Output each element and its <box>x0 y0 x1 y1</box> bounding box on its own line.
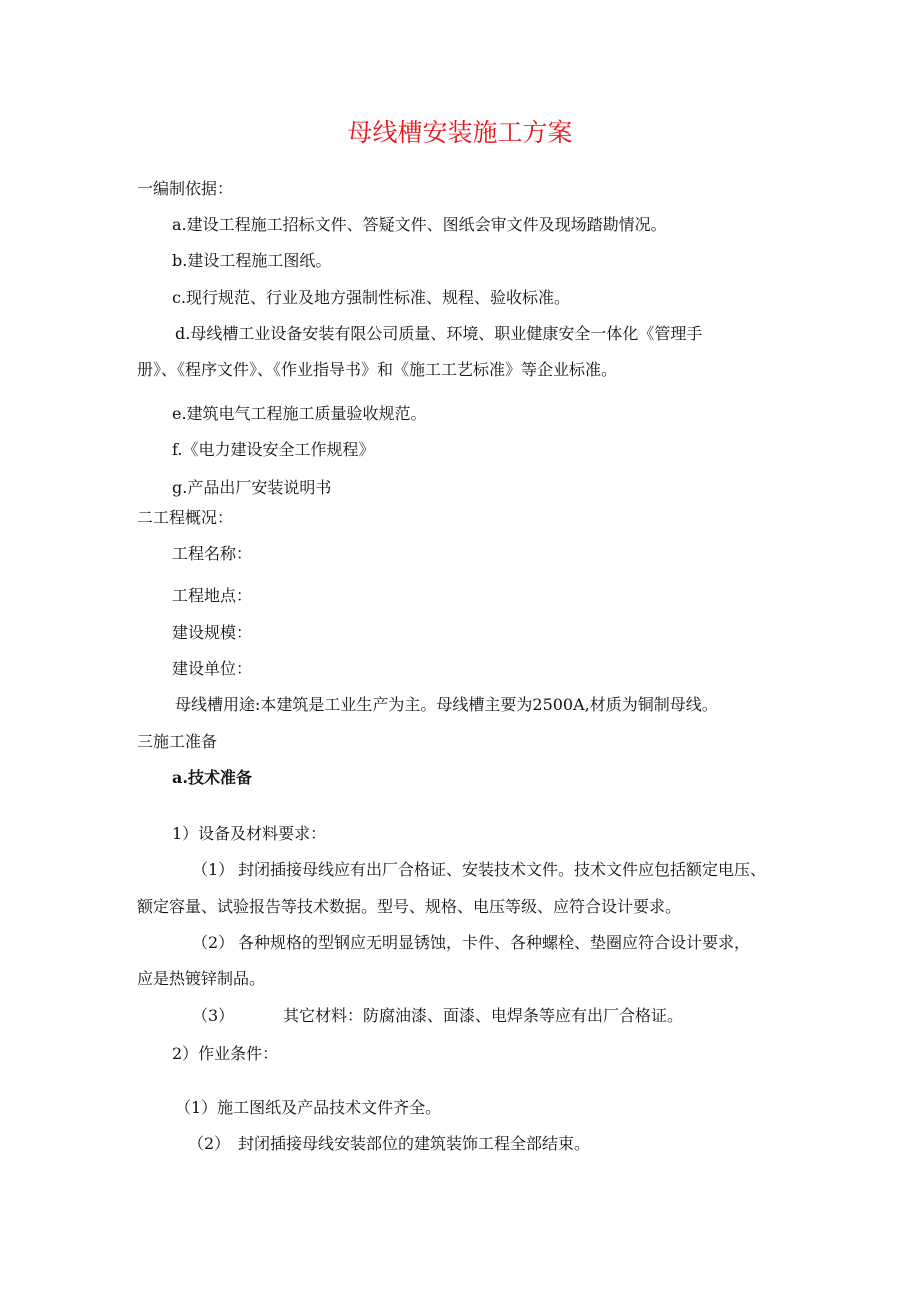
document-title: 母线槽安装施工方案 <box>347 118 573 147</box>
section-heading-preparation: 三施工准备 <box>137 732 218 751</box>
project-scale-label: 建设规模： <box>172 623 253 642</box>
basis-item-e: e.建筑电气工程施工质量验收规范。 <box>172 404 427 423</box>
technical-preparation-heading: a.技术准备 <box>172 768 252 787</box>
section-heading-overview: 二工程概况： <box>137 508 234 527</box>
basis-item-d-line1: d.母线槽工业设备安装有限公司质量、环境、职业健康安全一体化《管理手 <box>175 324 703 343</box>
basis-item-a: a.建设工程施工招标文件、答疑文件、图纸会审文件及现场踏勘情况。 <box>172 215 667 234</box>
requirement-3-text: 其它材料：防腐油漆、面漆、电焊条等应有出厂合格证。 <box>283 1006 684 1025</box>
project-name-label: 工程名称： <box>172 544 253 563</box>
condition-2-text: 封闭插接母线安装部位的建筑装饰工程全部结束。 <box>238 1134 591 1153</box>
requirement-1-line2: 额定容量、试验报告等技术数据。型号、规格、电压等级、应符合设计要求。 <box>137 897 682 916</box>
equipment-requirements-heading: 1）设备及材料要求： <box>172 824 327 843</box>
requirement-1-number: （1） <box>192 860 235 879</box>
requirement-2-number: （2） <box>192 933 235 952</box>
construction-unit-label: 建设单位： <box>172 659 253 678</box>
basis-item-c: c.现行规范、行业及地方强制性标准、规程、验收标准。 <box>172 288 571 307</box>
condition-1: （1）施工图纸及产品技术文件齐全。 <box>175 1098 442 1117</box>
project-location-label: 工程地点： <box>172 586 253 605</box>
busway-usage: 母线槽用途:本建筑是工业生产为主。母线槽主要为2500A,材质为铜制母线。 <box>175 695 718 714</box>
basis-item-d-line2: 册》、《程序文件》、《作业指导书》和《施工工艺标准》等企业标准。 <box>137 360 618 379</box>
section-heading-basis: 一编制依据： <box>137 179 234 198</box>
basis-item-g: g.产品出厂安装说明书 <box>172 478 332 497</box>
condition-2-number: （2） <box>188 1134 231 1153</box>
requirement-2-line1: 各种规格的型钢应无明显锈蚀，卡件、各种螺栓、垫圈应符合设计要求， <box>238 933 751 952</box>
requirement-2-line2: 应是热镀锌制品。 <box>137 969 266 988</box>
basis-item-f: f.《电力建设安全工作规程》 <box>172 440 375 459</box>
requirement-1-line1: 封闭插接母线应有出厂合格证、安装技术文件。技术文件应包括额定电压、 <box>238 860 767 879</box>
basis-item-b: b.建设工程施工图纸。 <box>172 251 332 270</box>
work-conditions-heading: 2）作业条件： <box>172 1044 279 1063</box>
requirement-3-number: （3） <box>192 1006 235 1025</box>
